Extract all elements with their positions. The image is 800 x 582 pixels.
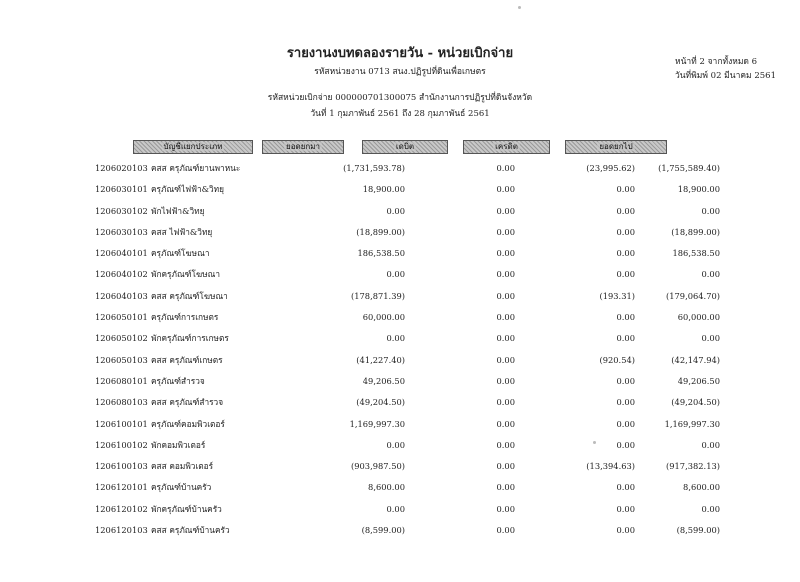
brought-forward-value: 49,206.50 [362, 375, 405, 386]
credit-value: 0.00 [616, 418, 635, 429]
debit-value: 0.00 [496, 163, 515, 173]
account-code: 1206040101 [95, 248, 148, 259]
carried-forward-value: (42,147.94) [671, 354, 720, 365]
table-row [95, 414, 720, 435]
credit-value: (23,995.62) [586, 163, 635, 173]
scan-mark [593, 441, 596, 444]
brought-forward-value: 1,169,997.30 [349, 418, 405, 429]
account-name: พักคอมพิวเตอร์ [151, 439, 206, 450]
brought-forward-value: 186,538.50 [357, 248, 405, 259]
brought-forward-value: (41,227.40) [356, 354, 405, 365]
account-name: ครุภัณฑ์ไฟฟ้า&วิทยุ [151, 184, 225, 195]
account-name: คสส ครุภัณฑ์เกษตร [151, 354, 223, 365]
header-carried-forward: ยอดยกไป [565, 140, 667, 154]
credit-value: 0.00 [616, 333, 635, 344]
debit-value: 0.00 [496, 205, 515, 216]
debit-value: 0.00 [496, 461, 515, 472]
table-row [95, 158, 720, 179]
credit-value: 0.00 [616, 525, 635, 536]
credit-value: (13,394.63) [586, 461, 635, 472]
account-code: 1206100101 [95, 418, 148, 429]
carried-forward-value: 186,538.50 [672, 248, 720, 259]
debit-value: 0.00 [496, 397, 515, 408]
table-row [95, 499, 720, 520]
credit-value: 0.00 [616, 226, 635, 237]
brought-forward-value: 0.00 [386, 205, 405, 216]
header-credit: เครดิต [463, 140, 550, 154]
brought-forward-value: (1,731,593.78) [343, 163, 405, 173]
account-name: คสส ครุภัณฑ์สำรวจ [151, 397, 224, 408]
brought-forward-value: (8,599.00) [361, 525, 405, 536]
carried-forward-value: (18,899.00) [671, 226, 720, 237]
carried-forward-value: 0.00 [701, 269, 720, 280]
debit-value: 0.00 [496, 375, 515, 386]
carried-forward-value: (49,204.50) [671, 397, 720, 408]
account-code: 1206100102 [95, 439, 148, 450]
brought-forward-value: (18,899.00) [356, 226, 405, 237]
account-code: 1206050103 [95, 354, 148, 365]
table-row [95, 477, 720, 498]
account-name: คสส ครุภัณฑ์โฆษณา [151, 290, 228, 301]
credit-value: (920.54) [599, 354, 635, 365]
carried-forward-value: 0.00 [701, 503, 720, 514]
table-row [95, 307, 720, 328]
table-row [95, 264, 720, 285]
carried-forward-value: 0.00 [701, 439, 720, 450]
brought-forward-value: 0.00 [386, 503, 405, 514]
account-name: ครุภัณฑ์คอมพิวเตอร์ [151, 418, 225, 429]
account-name: พักครุภัณฑ์บ้านครัว [151, 503, 222, 514]
account-code: 1206050101 [95, 312, 148, 323]
header-account: บัญชีแยกประเภท [133, 140, 253, 154]
brought-forward-value: 8,600.00 [368, 482, 405, 493]
account-name: พักไฟฟ้า&วิทยุ [151, 205, 205, 216]
carried-forward-value: 0.00 [701, 333, 720, 344]
brought-forward-value: 0.00 [386, 269, 405, 280]
carried-forward-value: 8,600.00 [683, 482, 720, 493]
debit-value: 0.00 [496, 184, 515, 195]
debit-value: 0.00 [496, 269, 515, 280]
brought-forward-value: (49,204.50) [356, 397, 405, 408]
account-code: 1206080101 [95, 375, 148, 386]
table-row [95, 286, 720, 307]
brought-forward-value: 18,900.00 [362, 184, 405, 195]
credit-value: 0.00 [616, 482, 635, 493]
account-name: ครุภัณฑ์สำรวจ [151, 375, 205, 386]
credit-value: 0.00 [616, 439, 635, 450]
account-code: 1206020103 [95, 163, 148, 173]
report-title: รายงานงบทดลองรายวัน - หน่วยเบิกจ่าย [286, 46, 514, 61]
account-code: 1206100103 [95, 461, 148, 472]
account-name: คสส ครุภัณฑ์บ้านครัว [151, 525, 230, 536]
credit-value: 0.00 [616, 397, 635, 408]
scan-mark [518, 6, 521, 9]
header-debit: เดบิต [362, 140, 448, 154]
account-code: 1206040102 [95, 269, 148, 280]
debit-value: 0.00 [496, 525, 515, 536]
carried-forward-value: 0.00 [701, 205, 720, 216]
debit-value: 0.00 [496, 226, 515, 237]
credit-value: 0.00 [616, 205, 635, 216]
debit-value: 0.00 [496, 439, 515, 450]
carried-forward-value: (179,064.70) [666, 290, 720, 301]
credit-value: (193.31) [599, 290, 635, 301]
table-row [95, 520, 720, 541]
table-row [95, 435, 720, 456]
table-row [95, 371, 720, 392]
carried-forward-value: (1,755,589.40) [658, 163, 720, 173]
account-name: พักครุภัณฑ์โฆษณา [151, 269, 220, 280]
account-name: คสส ครุภัณฑ์ยานพาหนะ [151, 163, 241, 173]
table-row [95, 350, 720, 371]
debit-value: 0.00 [496, 333, 515, 344]
table-row [95, 222, 720, 243]
account-name: พักครุภัณฑ์การเกษตร [151, 333, 229, 344]
credit-value: 0.00 [616, 503, 635, 514]
carried-forward-value: 60,000.00 [677, 312, 720, 323]
header-brought-forward: ยอดยกมา [262, 140, 344, 154]
debit-value: 0.00 [496, 312, 515, 323]
table-row [95, 179, 720, 200]
date-range-line: วันที่ 1 กุมภาพันธ์ 2561 ถึง 28 กุมภาพันธ์ 2561 [310, 109, 490, 119]
account-name: คสส ไฟฟ้า&วิทยุ [151, 226, 213, 237]
account-code: 1206030101 [95, 184, 148, 195]
debit-value: 0.00 [496, 354, 515, 365]
account-code: 1206080103 [95, 397, 148, 408]
credit-value: 0.00 [616, 375, 635, 386]
account-name: ครุภัณฑ์บ้านครัว [151, 482, 212, 493]
account-code: 1206050102 [95, 333, 148, 344]
page-number: หน้าที่ 2 จากทั้งหมด 6 [674, 57, 758, 67]
account-code: 1206120102 [95, 503, 148, 514]
table-row [95, 201, 720, 222]
account-code: 1206040103 [95, 290, 148, 301]
debit-value: 0.00 [496, 418, 515, 429]
account-code: 1206030102 [95, 205, 148, 216]
ledger-table [95, 158, 720, 541]
account-code: 1206120103 [95, 525, 148, 536]
print-date: วันที่พิมพ์ 02 มีนาคม 2561 [674, 71, 776, 81]
carried-forward-value: (8,599.00) [676, 525, 720, 536]
account-code: 1206030103 [95, 226, 148, 237]
table-row [95, 392, 720, 413]
carried-forward-value: 18,900.00 [677, 184, 720, 195]
brought-forward-value: (903,987.50) [351, 461, 405, 472]
brought-forward-value: 0.00 [386, 333, 405, 344]
carried-forward-value: 1,169,997.30 [664, 418, 720, 429]
table-row [95, 243, 720, 264]
debit-value: 0.00 [496, 482, 515, 493]
credit-value: 0.00 [616, 312, 635, 323]
table-row [95, 328, 720, 349]
credit-value: 0.00 [616, 269, 635, 280]
account-name: ครุภัณฑ์โฆษณา [151, 248, 210, 259]
agency-line: รหัสหน่วยงาน 0713 สนง.ปฏิรูปที่ดินเพื่อเกษตร [314, 67, 486, 77]
debit-value: 0.00 [496, 503, 515, 514]
debit-value: 0.00 [496, 248, 515, 259]
credit-value: 0.00 [616, 184, 635, 195]
brought-forward-value: 0.00 [386, 439, 405, 450]
disbursement-unit-line: รหัสหน่วยเบิกจ่าย 000000701300075 สำนักงานการปฏิรูปที่ดินจังหวัด [267, 93, 533, 103]
account-name: ครุภัณฑ์การเกษตร [151, 312, 219, 323]
credit-value: 0.00 [616, 248, 635, 259]
carried-forward-value: (917,382.13) [666, 461, 720, 472]
page-info [675, 55, 776, 83]
brought-forward-value: 60,000.00 [362, 312, 405, 323]
account-code: 1206120101 [95, 482, 148, 493]
debit-value: 0.00 [496, 290, 515, 301]
account-name: คสส คอมพิวเตอร์ [151, 461, 214, 472]
table-row [95, 456, 720, 477]
brought-forward-value: (178,871.39) [351, 290, 405, 301]
carried-forward-value: 49,206.50 [677, 375, 720, 386]
